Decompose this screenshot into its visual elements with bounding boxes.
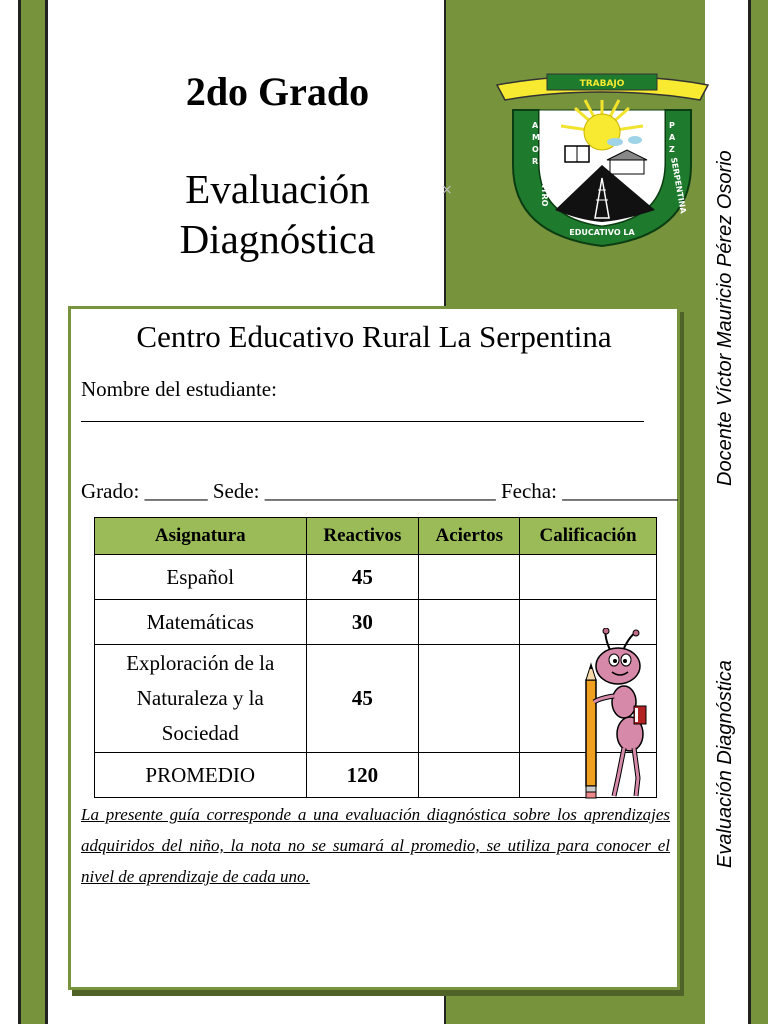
table-row — [95, 600, 657, 645]
subject-cell: PROMEDIO — [95, 753, 307, 798]
evaluation-title — [110, 164, 445, 264]
logo-banner-text: TRABAJO — [579, 79, 625, 89]
reactivos-cell: 30 — [306, 600, 419, 645]
grado-sede-fecha-line: Grado: ______ Sede: ______________________ Fecha: ___________ — [81, 479, 678, 503]
reactivos-cell: 45 — [306, 645, 419, 753]
logo-right-letters: P A Z — [669, 121, 676, 154]
reactivos-cell: 45 — [306, 555, 419, 600]
reactivos-cell: 120 — [306, 753, 419, 798]
student-name-label: Nombre del estudiante: — [81, 377, 277, 401]
subject-cell: Español — [95, 555, 307, 600]
aciertos-cell[interactable] — [419, 645, 520, 753]
school-house-icon — [610, 160, 644, 174]
subject-line: Naturaleza y la — [136, 686, 264, 710]
subject-cell-multiline — [95, 645, 307, 753]
vertical-teacher-name: Docente Víctor Mauricio Pérez Osorio — [714, 150, 736, 486]
close-icon: × — [441, 182, 453, 198]
header-asignatura: Asignatura — [95, 518, 307, 555]
left-green-stripe — [18, 0, 48, 1024]
logo-bottom-band: EDUCATIVO LA — [569, 228, 635, 237]
student-name-line[interactable] — [81, 421, 644, 422]
aciertos-cell[interactable] — [419, 753, 520, 798]
right-green-stripe — [748, 0, 768, 1024]
note-paragraph: La presente guía corresponde a una evaluación diagnóstica sobre los aprendizajes adquiridos del niño, la nota no se sumará al promedio, se utiliza para conocer el nivel de aprendizaje de cada uno. — [81, 805, 670, 886]
aciertos-cell[interactable] — [419, 600, 520, 645]
evaluation-title-line1: Evaluación — [185, 166, 370, 212]
grade-title: 2do Grado — [185, 69, 370, 114]
header-reactivos: Reactivos — [306, 518, 419, 555]
subject-line: Sociedad — [161, 721, 239, 745]
subject-cell: Matemáticas — [95, 600, 307, 645]
vertical-document-title: Evaluación Diagnóstica — [714, 660, 736, 868]
table-row — [95, 645, 657, 753]
school-name: Centro Educativo Rural La Serpentina — [136, 319, 612, 354]
calificacion-cell[interactable] — [520, 555, 657, 600]
header-calificacion: Calificación — [520, 518, 657, 555]
table-row — [95, 753, 657, 798]
grades-table — [94, 517, 657, 798]
logo-left-letters: A M O R — [532, 121, 540, 166]
header-aciertos: Aciertos — [419, 518, 520, 555]
aciertos-cell[interactable] — [419, 555, 520, 600]
table-header-row — [95, 518, 657, 555]
school-shield-logo — [495, 70, 710, 250]
logo-right-band: SERPENTINA — [669, 156, 688, 215]
evaluation-title-line2: Diagnóstica — [179, 216, 376, 262]
pencil-icon — [586, 680, 596, 786]
subject-line: Exploración de la — [126, 651, 275, 675]
logo-left-band: CENTRO — [540, 170, 549, 207]
ant-mascot-illustration — [580, 628, 660, 800]
table-row — [95, 555, 657, 600]
